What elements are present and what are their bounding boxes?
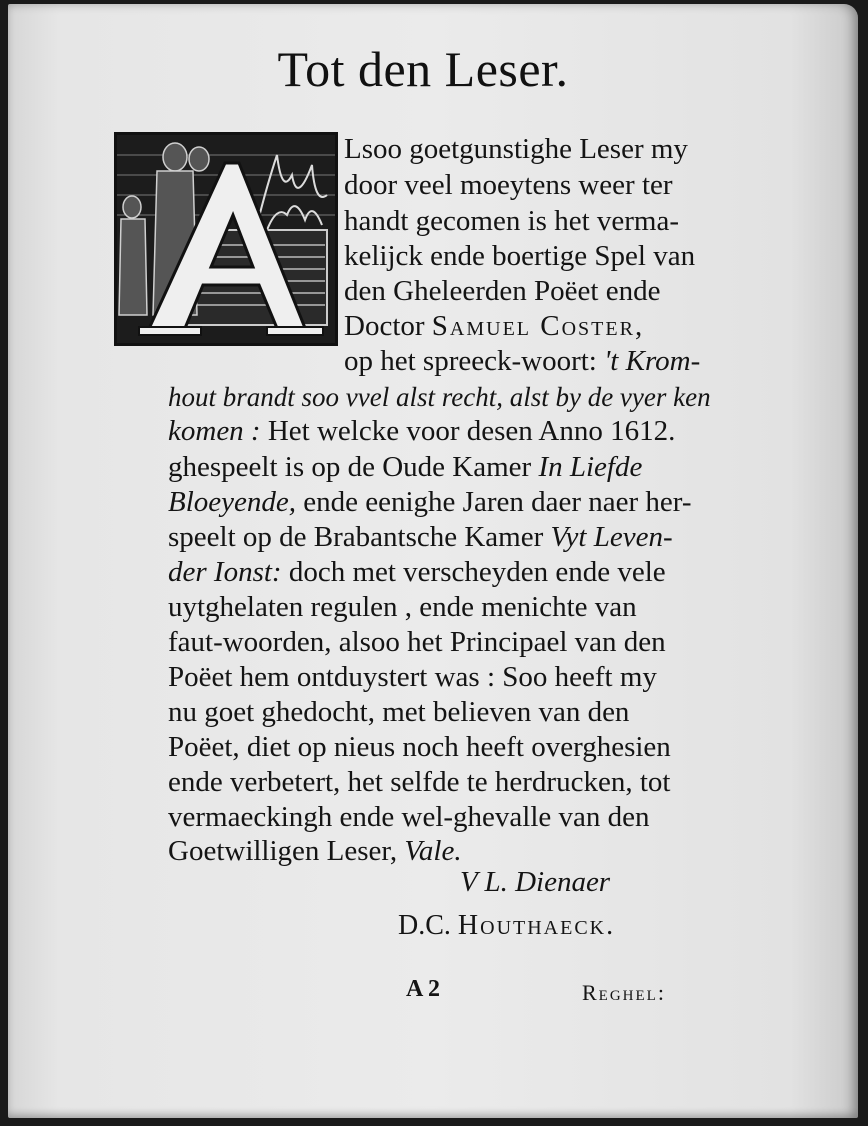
text-line: [344, 309, 644, 343]
text-span: Het welcke voor desen Anno 1612.: [267, 415, 676, 447]
proverb-text: komen :: [168, 415, 261, 447]
text-span: ende eenighe Jaren daer naer her-: [303, 486, 692, 518]
text-line: door veel moeytens weer ter: [344, 169, 673, 201]
text-span: op het spreeck-woort:: [344, 345, 597, 377]
text-line: [168, 414, 675, 448]
author-name: Samuel Coster,: [431, 310, 645, 342]
page-title: Tot den Leser.: [277, 41, 569, 97]
text-line: [168, 555, 666, 589]
text-span: doch met verscheyden ende vele: [288, 556, 666, 588]
text-line: [168, 520, 673, 554]
author-surname: Houthaeck.: [457, 910, 616, 941]
text-line: handt gecomen is het verma-: [344, 205, 679, 237]
book-page: [8, 4, 858, 1118]
author-signature: [398, 910, 615, 942]
author-initials: D.C.: [398, 910, 451, 941]
text-span: speelt op de Brabantsche Kamer: [168, 521, 544, 553]
text-span: Goetwilligen Leser,: [168, 835, 398, 867]
printer-signature-mark: A 2: [406, 976, 441, 1002]
chamber-name: Bloeyende,: [168, 486, 297, 518]
text-line: Lsoo goetgunstighe Leser my: [344, 133, 688, 165]
text-span: Doctor: [344, 310, 425, 342]
text-line: [344, 344, 700, 378]
text-line: vermaeckingh ende wel-ghevalle van den: [168, 801, 650, 833]
closing-word: Vale.: [404, 835, 462, 867]
chamber-name: der Ionst:: [168, 556, 282, 588]
text-line: Poëet hem ontduystert was : Soo heeft my: [168, 661, 657, 693]
woodcut-initial: [114, 132, 338, 346]
text-line: den Gheleerden Poëet ende: [344, 275, 661, 307]
proverb-text: 't Krom-: [604, 345, 701, 377]
chamber-name: In Liefde: [538, 451, 643, 483]
text-line: [168, 485, 692, 519]
text-line: [168, 450, 642, 484]
text-line: nu goet ghedocht, met believen van den: [168, 696, 630, 728]
text-line: uytghelaten regulen , ende menichte van: [168, 591, 637, 623]
text-line: ende verbetert, het selfde te herdrucken, tot: [168, 766, 671, 798]
text-line: [168, 834, 462, 868]
chamber-name: Vyt Leven-: [550, 521, 673, 553]
woodcut-initial-illustration: [117, 135, 335, 343]
text-line: kelijck ende boertige Spel van: [344, 240, 696, 272]
text-line: faut-woorden, alsoo het Principael van den: [168, 626, 666, 658]
text-line: Poëet, diet op nieus noch heeft overghesien: [168, 731, 671, 763]
signature-line: V L. Dienaer: [460, 866, 611, 898]
text-span: ghespeelt is op de Oude Kamer: [168, 451, 532, 483]
proverb-line: hout brandt soo vvel alst recht, alst by de vyer ken: [168, 382, 711, 412]
catchword: Reghel:: [582, 980, 666, 1005]
